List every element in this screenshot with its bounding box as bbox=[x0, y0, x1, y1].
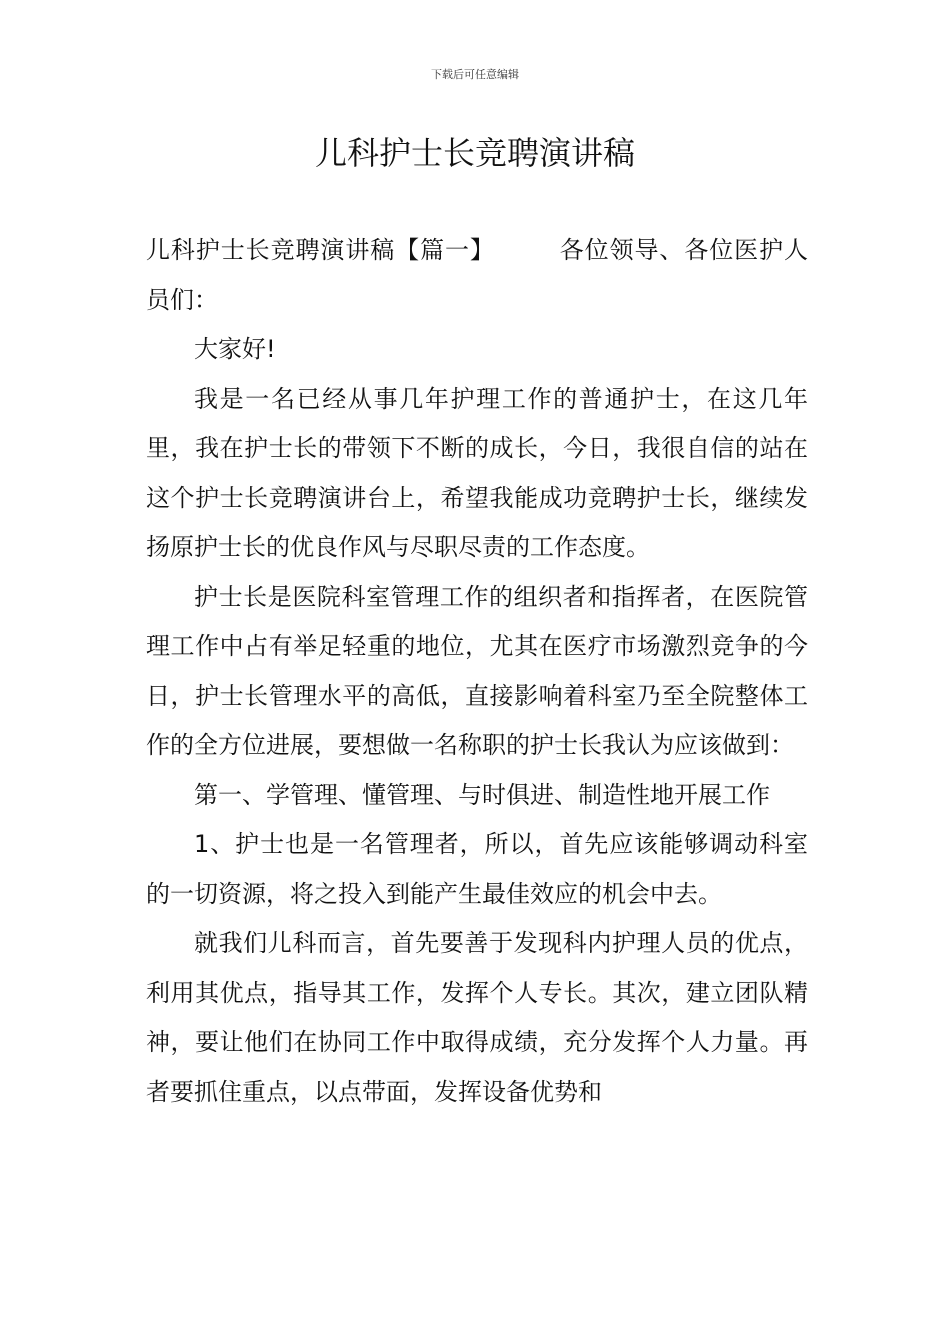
section-heading: 儿科护士长竞聘演讲稿【篇一】 bbox=[146, 236, 495, 264]
greeting-paragraph: 大家好! bbox=[194, 335, 276, 363]
body-paragraph: 护士长是医院科室管理工作的组织者和指挥者，在医院管理工作中占有举足轻重的地位，尤其在医疗市场激烈竞争的今日，护士长管理水平的高低，直接影响着科室乃至全院整体工作的全方位进展，要想做一名称职的护士长我认为应该做到： bbox=[146, 582, 808, 759]
salutation: 各位领导、各位医护人员们： bbox=[146, 236, 809, 314]
section-point: 第一、学管理、懂管理、与时俱进、制造性地开展工作 bbox=[194, 780, 770, 809]
body-paragraph: 我是一名已经从事几年护理工作的普通护士，在这几年里，我在护士长的带领下不断的成长，今日，我很自信的站在这个护士长竞聘演讲台上，希望我能成功竞聘护士长，继续发扬原护士长的优良作风与尽职尽责的工作态度。 bbox=[146, 384, 808, 561]
document-body bbox=[146, 226, 808, 1117]
numbered-item: 1、护士也是一名管理者，所以，首先应该能够调动科室的一切资源，将之投入到能产生最佳效应的机会中去。 bbox=[146, 830, 808, 908]
header-note: 下载后可任意编辑 bbox=[431, 68, 519, 81]
body-paragraph: 就我们儿科而言，首先要善于发现科内护理人员的优点，利用其优点，指导其工作，发挥个人专长。其次，建立团队精神，要让他们在协同工作中取得成绩，充分发挥个人力量。再者要抓住重点，以点带面，发挥设备优势和 bbox=[146, 929, 808, 1106]
intro-paragraph bbox=[146, 226, 808, 325]
document-title: 儿科护士长竞聘演讲稿 bbox=[314, 134, 635, 172]
